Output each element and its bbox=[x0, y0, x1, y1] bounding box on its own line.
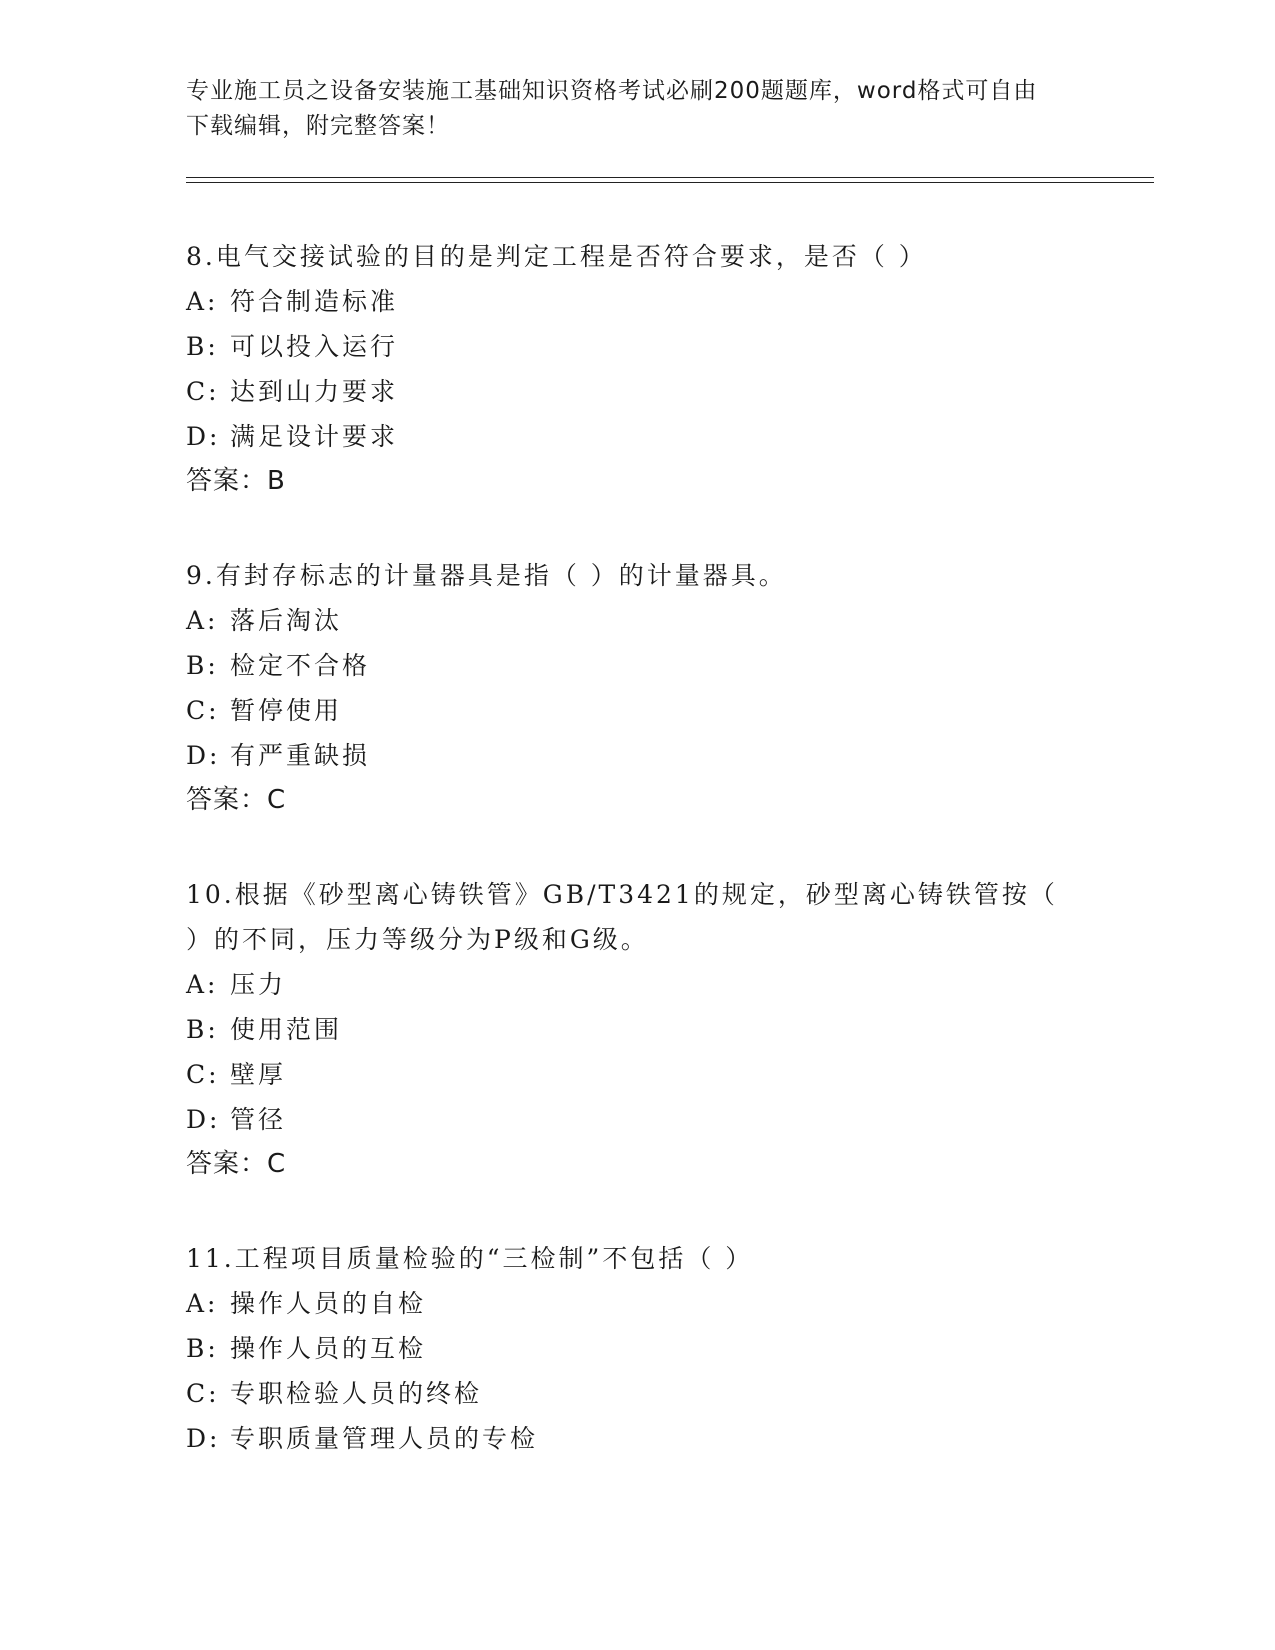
question-stem-line-1: 10.根据《砂型离心铸铁管》GB/T3421的规定，砂型离心铸铁管按（ bbox=[186, 880, 1058, 909]
question-stem: 8.电气交接试验的目的是判定工程是否符合要求，是否（ ） bbox=[186, 242, 927, 271]
option-key: B: bbox=[186, 1334, 219, 1363]
answer-line: 答案：C bbox=[186, 785, 287, 815]
option-text: 压力 bbox=[230, 970, 287, 999]
option-d bbox=[186, 1097, 1066, 1142]
header-divider-top bbox=[186, 177, 1154, 178]
question-stem: 11.工程项目质量检验的“三检制”不包括（ ） bbox=[186, 1244, 754, 1273]
option-b bbox=[186, 324, 1066, 369]
option-key: A: bbox=[186, 1289, 219, 1318]
option-a bbox=[186, 1281, 1066, 1326]
option-key: D: bbox=[186, 1105, 221, 1134]
document-header bbox=[186, 74, 1066, 144]
option-c bbox=[186, 1052, 1066, 1097]
option-key: A: bbox=[186, 606, 219, 635]
option-c bbox=[186, 688, 1066, 733]
option-text: 落后淘汰 bbox=[230, 606, 343, 635]
option-text: 达到山力要求 bbox=[230, 377, 399, 406]
question-stem: 9.有封存标志的计量器具是指（ ）的计量器具。 bbox=[186, 561, 787, 590]
option-text: 有严重缺损 bbox=[230, 741, 371, 770]
option-key: C: bbox=[186, 377, 220, 406]
option-b bbox=[186, 1326, 1066, 1371]
question-stem-line-2: ）的不同，压力等级分为P级和G级。 bbox=[186, 925, 649, 954]
option-key: D: bbox=[186, 1424, 221, 1453]
option-d bbox=[186, 733, 1066, 778]
option-text: 专职质量管理人员的专检 bbox=[230, 1424, 539, 1453]
header-divider-bottom bbox=[186, 182, 1154, 183]
option-key: C: bbox=[186, 1379, 220, 1408]
option-text: 可以投入运行 bbox=[230, 332, 399, 361]
option-text: 暂停使用 bbox=[230, 696, 343, 725]
option-key: A: bbox=[186, 287, 219, 316]
question-11 bbox=[186, 1236, 1066, 1461]
option-a bbox=[186, 598, 1066, 643]
option-key: A: bbox=[186, 970, 219, 999]
option-b bbox=[186, 643, 1066, 688]
option-text: 专职检验人员的终检 bbox=[230, 1379, 483, 1408]
option-c bbox=[186, 1371, 1066, 1416]
option-text: 符合制造标准 bbox=[230, 287, 399, 316]
option-key: C: bbox=[186, 1060, 220, 1089]
option-key: B: bbox=[186, 332, 219, 361]
header-line-1: 专业施工员之设备安装施工基础知识资格考试必刷200题题库，word格式可自由 bbox=[186, 78, 1038, 104]
option-a bbox=[186, 279, 1066, 324]
option-text: 检定不合格 bbox=[230, 651, 371, 680]
option-key: D: bbox=[186, 741, 221, 770]
question-10 bbox=[186, 872, 1066, 1187]
answer-line: 答案：B bbox=[186, 466, 286, 496]
option-key: B: bbox=[186, 1015, 219, 1044]
option-a bbox=[186, 962, 1066, 1007]
option-text: 壁厚 bbox=[230, 1060, 287, 1089]
question-9 bbox=[186, 553, 1066, 823]
option-text: 使用范围 bbox=[230, 1015, 343, 1044]
option-c bbox=[186, 369, 1066, 414]
option-text: 操作人员的互检 bbox=[230, 1334, 427, 1363]
question-8 bbox=[186, 234, 1066, 504]
option-b bbox=[186, 1007, 1066, 1052]
option-text: 操作人员的自检 bbox=[230, 1289, 427, 1318]
option-key: D: bbox=[186, 422, 221, 451]
option-text: 管径 bbox=[230, 1105, 287, 1134]
option-d bbox=[186, 1416, 1066, 1461]
option-key: C: bbox=[186, 696, 220, 725]
option-d bbox=[186, 414, 1066, 459]
header-line-2: 下载编辑，附完整答案！ bbox=[186, 113, 450, 139]
option-text: 满足设计要求 bbox=[230, 422, 399, 451]
option-key: B: bbox=[186, 651, 219, 680]
answer-line: 答案：C bbox=[186, 1149, 287, 1179]
